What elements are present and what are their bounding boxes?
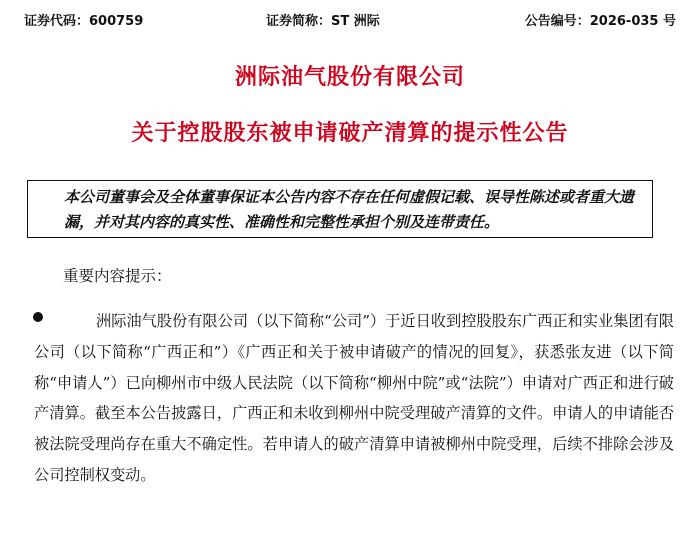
announcement-number: 公告编号：2026-035 号: [524, 14, 676, 29]
stock-abbreviation: 证券简称：ST 洲际: [266, 14, 380, 29]
board-statement-box: [27, 180, 653, 238]
important-tips-heading: 重要内容提示：: [63, 267, 172, 285]
stock-code: 证券代码：600759: [24, 14, 144, 29]
board-statement-text: 本公司董事会及全体董事保证本公告内容不存在任何虚假记载、误导性陈述或者重大遗漏，并对其内容的真实性、准确性和完整性承担个别及连带责任。: [64, 188, 635, 231]
announcement-title: 关于控股股东被申请破产清算的提示性公告: [131, 121, 569, 146]
company-title: 洲际油气股份有限公司: [234, 65, 465, 90]
important-tip-text: 洲际油气股份有限公司（以下简称“公司”）于近日收到控股股东广西正和实业集团有限公司（以下简称“广西正和”）《广西正和关于被申请破产的情况的回复》，获悉张友进（以下简称“申请人”）已向柳州市中级人民法院（以下简称“柳州中院”或“法院”）申请对广西正和进行破产清算。截至本公告披露日，广西正和未收到柳州中院受理破产清算的文件。申请人的申请能否被法院受理尚存在重大不确定性。若申请人的破产清算申请被柳州中院受理，后续不排除会涉及公司控制权变动。: [34, 312, 674, 484]
important-tip-paragraph: [34, 306, 674, 491]
announcement-header: [24, 10, 676, 30]
